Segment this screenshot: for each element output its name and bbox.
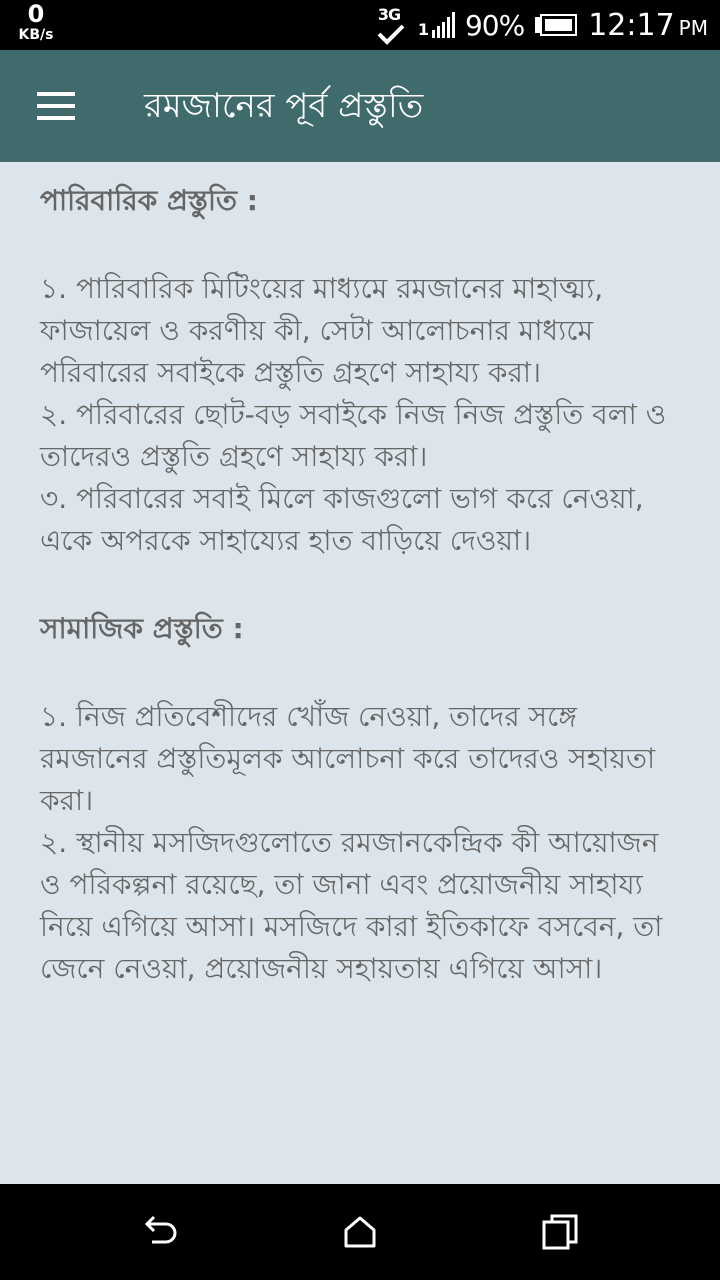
system-nav-bar [0,1184,720,1280]
status-bar [0,0,720,50]
page-title: রমজানের পূর্ব প্রস্তুতি [144,86,424,126]
net-speed-value: 0 [27,0,45,28]
section-heading-family: পারিবারিক প্রস্তুতি : [40,184,258,217]
paragraph: ২. পরিবারের ছোট-বড় সবাইকে নিজ নিজ প্রস্তুতি বলা ও তাদেরও প্রস্তুতি গ্রহণে সাহায্য করা। [40,398,667,473]
signal-sim-label: 1 [417,20,429,39]
home-icon[interactable] [340,1212,380,1252]
article-content[interactable] [0,162,720,1084]
paragraph: ২. স্থানীয় মসজিদগুলোতে রমজানকেন্দ্রিক কী আয়োজন ও পরিকল্পনা রয়েছে, তা জানা এবং প্রয়োজনীয় সাহায্য নিয়ে এগিয়ে আসা। মসজিদে কারা ইতিকাফে বসবেন, তা জেনে নেওয়া, প্রয়োজনীয় সহায়তায় এগিয়ে আসা। [40,826,663,985]
battery-percent: 90% [464,8,525,42]
paragraph: ৩. পরিবারের সবাই মিলে কাজগুলো ভাগ করে নেওয়া, একে অপরকে সাহায্যের হাত বাড়িয়ে দেওয়া। [40,482,644,557]
section-heading-social: সামাজিক প্রস্তুতি : [40,612,244,645]
clock-suffix: PM [678,15,708,40]
paragraph: ১. নিজ প্রতিবেশীদের খোঁজ নেওয়া, তাদের সঙ্গে রমজানের প্রস্তুতিমূলক আলোচনা করে তাদেরও সহায়তা করা। [40,700,656,817]
network-type-label: 3G [377,5,401,24]
recents-icon[interactable] [540,1212,580,1252]
paragraph: ১. পারিবারিক মিটিংয়ের মাধ্যমে রমজানের মাহাত্ম্য, ফাজায়েল ও করণীয় কী, সেটা আলোচনার মাধ্যমে পরিবারের সবাইকে প্রস্তুতি গ্রহণে সাহায্য করা। [40,272,604,389]
status-icons [376,0,708,50]
hamburger-menu-icon[interactable] [26,76,86,136]
app-bar [0,50,720,162]
clock [588,8,708,43]
battery-icon [534,14,578,36]
back-icon[interactable] [140,1212,180,1252]
clock-time: 12:17 [588,7,675,43]
network-3g-icon [376,3,408,47]
signal-strength-icon [418,12,455,38]
net-speed-indicator [14,2,58,42]
net-speed-unit: KB/s [18,27,54,43]
